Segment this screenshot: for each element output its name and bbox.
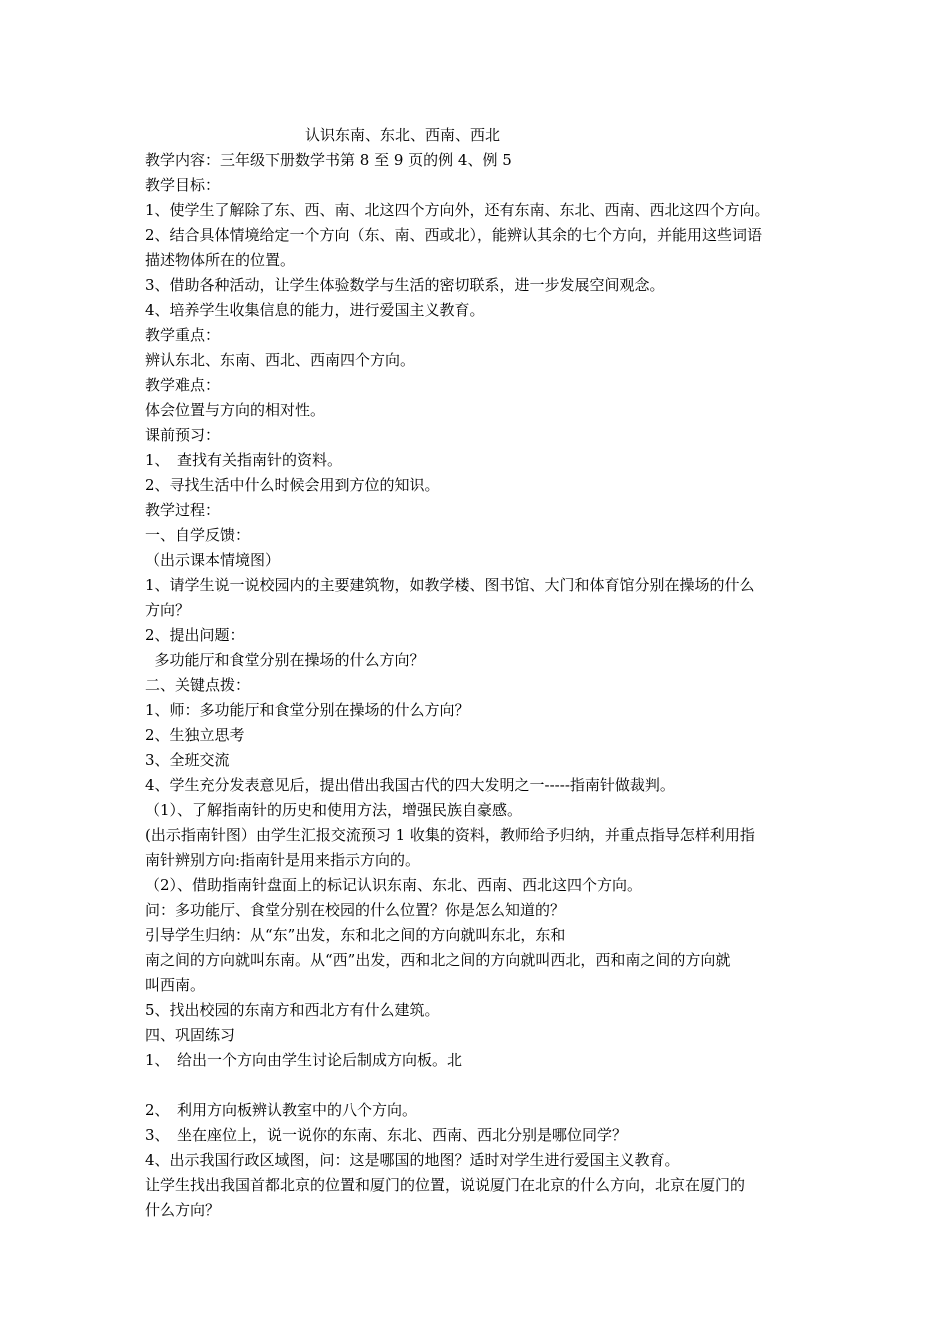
text-line: （出示课本情境图） [145, 551, 281, 569]
text-line: 4、培养学生收集信息的能力，进行爱国主义教育。 [145, 301, 485, 319]
text-line: 引导学生归纳：从“东”出发，东和北之间的方向就叫东北，东和 [145, 926, 566, 944]
text-line: 问：多功能厅、食堂分别在校园的什么位置？你是怎么知道的？ [145, 901, 566, 919]
text-line: 3、 坐在座位上，说一说你的东南、东北、西南、西北分别是哪位同学？ [145, 1126, 628, 1144]
text-line: 一、自学反馈： [145, 526, 251, 544]
text-line: 1、使学生了解除了东、西、南、北这四个方向外，还有东南、东北、西南、西北这四个方向。 [145, 201, 770, 219]
text-line: 什么方向？ [145, 1201, 221, 1219]
text-line: 描述物体所在的位置。 [145, 251, 296, 269]
text-line: 3、借助各种活动，让学生体验数学与生活的密切联系，进一步发展空间观念。 [145, 276, 665, 294]
text-line: 2、结合具体情境给定一个方向（东、南、西或北），能辨认其余的七个方向，并能用这些词语 [145, 226, 763, 244]
text-line: （1）、了解指南针的历史和使用方法，增强民族自豪感。 [145, 801, 523, 819]
text-line: 2、生独立思考 [145, 726, 245, 744]
text-line: 1、请学生说一说校园内的主要建筑物，如教学楼、图书馆、大门和体育馆分别在操场的什么 [145, 576, 755, 594]
text-line: 4、出示我国行政区域图，问：这是哪国的地图？适时对学生进行爱国主义教育。 [145, 1151, 680, 1169]
text-line: 1、 给出一个方向由学生讨论后制成方向板。北 [145, 1051, 463, 1069]
text-line: 教学目标： [145, 176, 221, 194]
text-line: 多功能厅和食堂分别在操场的什么方向？ [145, 651, 425, 669]
text-line: 5、找出校园的东南方和西北方有什么建筑。 [145, 1001, 440, 1019]
text-line: 2、提出问题： [145, 626, 245, 644]
text-line: 叫西南。 [145, 976, 206, 994]
text-line: 南针辨别方向:指南针是用来指示方向的。 [145, 851, 421, 869]
text-line: 教学内容：三年级下册数学书第 8 至 9 页的例 4、例 5 [145, 151, 512, 169]
text-line: 教学难点： [145, 376, 221, 394]
text-line: 方向？ [145, 601, 191, 619]
text-line: 4、学生充分发表意见后，提出借出我国古代的四大发明之一-----指南针做裁判。 [145, 776, 675, 794]
text-line: 3、全班交流 [145, 751, 230, 769]
text-line: 体会位置与方向的相对性。 [145, 401, 326, 419]
text-line: 四、巩固练习 [145, 1026, 236, 1044]
document-title: 认识东南、东北、西南、西北 [305, 126, 501, 144]
text-line: 二、关键点拨： [145, 676, 251, 694]
text-line: （2）、借助指南针盘面上的标记认识东南、东北、西南、西北这四个方向。 [145, 876, 643, 894]
text-line: 1、 查找有关指南针的资料。 [145, 451, 343, 469]
text-line: 2、寻找生活中什么时候会用到方位的知识。 [145, 476, 440, 494]
text-line: 让学生找出我国首都北京的位置和厦门的位置，说说厦门在北京的什么方向，北京在厦门的 [145, 1176, 746, 1194]
text-line: 辨认东北、东南、西北、西南四个方向。 [145, 351, 416, 369]
text-line: 教学重点： [145, 326, 221, 344]
text-line: 1、师：多功能厅和食堂分别在操场的什么方向？ [145, 701, 470, 719]
text-line: 教学过程： [145, 501, 221, 519]
text-line: (出示指南针图）由学生汇报交流预习 1 收集的资料，教师给予归纳，并重点指导怎样利用指 [145, 826, 755, 844]
text-line: 课前预习： [145, 426, 221, 444]
text-line: 南之间的方向就叫东南。从“西”出发，西和北之间的方向就叫西北，西和南之间的方向就 [145, 951, 731, 969]
text-line: 2、 利用方向板辨认教室中的八个方向。 [145, 1101, 418, 1119]
